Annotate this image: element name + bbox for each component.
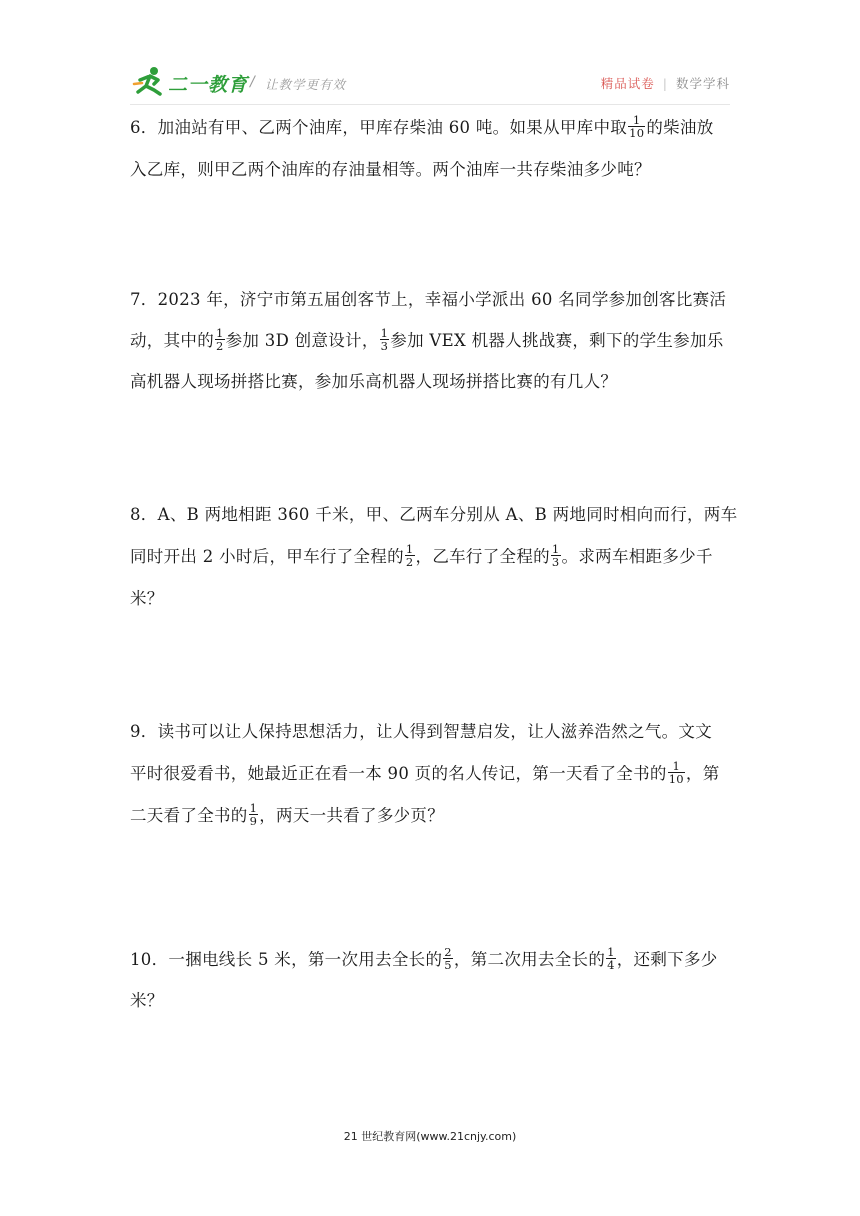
fraction-denominator: 2 xyxy=(405,555,414,569)
fraction xyxy=(606,946,616,971)
fraction-denominator: 2 xyxy=(216,339,224,353)
question-line xyxy=(130,801,444,831)
line-text: ，第二次用去全长的 xyxy=(453,950,606,969)
line-text: 平时很爱看书，她最近正在看一本 90 页的名人传记，第一天看了全书的 xyxy=(130,764,667,783)
logo xyxy=(132,66,347,100)
fraction xyxy=(628,114,645,139)
page-header xyxy=(0,0,860,110)
fraction-numerator: 1 xyxy=(628,114,645,127)
runner-logo-icon xyxy=(132,66,166,96)
question-line xyxy=(130,113,714,143)
line-text: 米？ xyxy=(130,991,164,1010)
line-text: 参加 3D 创意设计， xyxy=(225,331,379,350)
line-text: 参加 VEX 机器人挑战赛，剩下的学生参加乐 xyxy=(390,331,724,350)
fraction xyxy=(249,802,259,827)
line-text: ，第 xyxy=(685,764,720,783)
tag-divider: | xyxy=(662,76,668,91)
line-text: ，两天一共看了多少页？ xyxy=(259,806,445,825)
fraction-numerator: 1 xyxy=(216,326,224,340)
line-text: 米？ xyxy=(130,589,164,608)
line-text: 动，其中的 xyxy=(130,331,214,350)
fraction-numerator: 1 xyxy=(607,945,615,959)
line-text: 8．A、B 两地相距 360 千米，甲、乙两车分别从 A、B 两地同时相向而行，两车 xyxy=(130,505,738,524)
line-text: 。求两车相距多少千 xyxy=(561,547,713,566)
line-text: 的柴油放 xyxy=(646,118,714,137)
fraction xyxy=(668,760,685,785)
question-line xyxy=(130,500,737,530)
logo-separator: / xyxy=(250,74,255,90)
fraction-denominator: 3 xyxy=(380,339,389,353)
fraction-numerator: 1 xyxy=(551,542,560,556)
fraction-numerator: 1 xyxy=(380,326,389,340)
header-divider xyxy=(130,104,730,105)
header-tags xyxy=(601,74,730,92)
question-line xyxy=(130,717,712,747)
fraction-denominator: 10 xyxy=(668,772,684,786)
fraction-denominator: 4 xyxy=(607,958,615,972)
fraction-denominator: 3 xyxy=(551,555,560,569)
question-line xyxy=(130,986,164,1016)
question-line xyxy=(130,367,617,397)
question-line xyxy=(130,326,724,356)
fraction-denominator: 10 xyxy=(629,126,645,140)
fraction-numerator: 1 xyxy=(405,542,414,556)
tag-subject: 数学学科 xyxy=(675,76,730,91)
fraction xyxy=(551,543,561,568)
page-footer: 21 世纪教育网(www.21cnjy.com) xyxy=(343,1130,517,1143)
fraction xyxy=(405,543,415,568)
fraction xyxy=(215,327,225,352)
fraction-denominator: 5 xyxy=(444,958,452,972)
line-text: 二天看了全书的 xyxy=(130,806,248,825)
fraction-numerator: 1 xyxy=(668,760,685,773)
line-text: ，乙车行了全程的 xyxy=(415,547,550,566)
line-text: 入乙库，则甲乙两个油库的存油量相等。两个油库一共存柴油多少吨？ xyxy=(130,160,651,179)
fraction-numerator: 1 xyxy=(249,801,258,815)
tag-premium: 精品试卷 xyxy=(600,76,655,91)
fraction xyxy=(443,946,453,971)
line-text: 10．一捆电线长 5 米，第一次用去全长的 xyxy=(130,950,443,969)
fraction xyxy=(380,327,390,352)
question-line xyxy=(130,542,713,572)
question-line xyxy=(130,945,718,975)
fraction-numerator: 2 xyxy=(444,945,452,959)
line-text: ，还剩下多少 xyxy=(616,950,718,969)
logo-text: 二一教育 xyxy=(168,74,249,96)
line-text: 同时开出 2 小时后，甲车行了全程的 xyxy=(130,547,404,566)
question-line xyxy=(130,285,726,315)
question-line xyxy=(130,155,651,185)
line-text: 6．加油站有甲、乙两个油库，甲库存柴油 60 吨。如果从甲库中取 xyxy=(130,118,628,137)
line-text: 高机器人现场拼搭比赛，参加乐高机器人现场拼搭比赛的有几人？ xyxy=(130,372,618,391)
question-line xyxy=(130,584,164,614)
line-text: 9．读书可以让人保持思想活力，让人得到智慧启发，让人滋养浩然之气。文文 xyxy=(130,722,712,741)
logo-slogan: 让教学更有效 xyxy=(265,77,347,92)
line-text: 7．2023 年，济宁市第五届创客节上，幸福小学派出 60 名同学参加创客比赛活 xyxy=(130,290,727,309)
question-line xyxy=(130,759,720,789)
fraction-denominator: 9 xyxy=(249,814,258,828)
